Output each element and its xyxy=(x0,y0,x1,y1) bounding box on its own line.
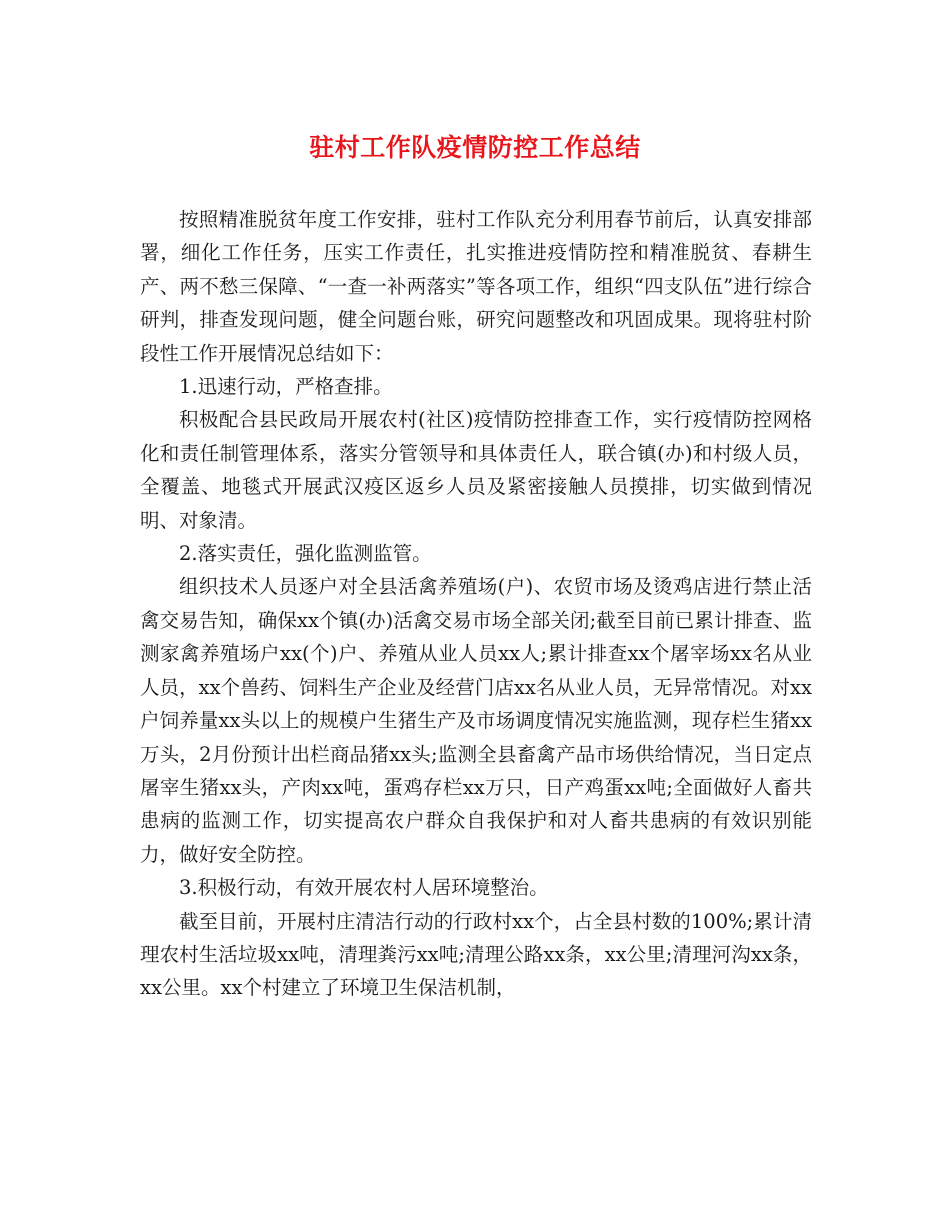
paragraph-section-1: 积极配合县民政局开展农村(社区)疫情防控排查工作，实行疫情防控网格化和责任制管理体系，落实分管领导和具体责任人，联合镇(办)和村级人员，全覆盖、地毯式开展武汉疫区返乡人员及紧密接触人员摸排，切实做到情况明、对象清。 xyxy=(140,408,812,532)
section-heading-2: 2.落实责任，强化监测监管。 xyxy=(179,542,432,566)
paragraph-section-2: 组织技术人员逐户对全县活禽养殖场(户)、农贸市场及烫鸡店进行禁止活禽交易告知，确保xx个镇(办)活禽交易市场全部关闭;截至目前已累计排查、监测家禽养殖场户xx(个)户、养殖从业人员xx人;累计排查xx个屠宰场xx名从业人员，xx个兽药、饲料生产企业及经营门店xx名从业人员，无异常情况。对xx户饲养量xx头以上的规模户生猪生产及市场调度情况实施监测，现存栏生猪xx万头，2月份预计出栏商品猪xx头;监测全县畜禽产品市场供给情况，当日定点屠宰生猪xx头，产肉xx吨，蛋鸡存栏xx万只，日产鸡蛋xx吨;全面做好人畜共患病的监测工作，切实提高农户群众自我保护和对人畜共患病的有效识别能力，做好安全防控。 xyxy=(140,575,812,866)
paragraph-intro: 按照精准脱贫年度工作安排，驻村工作队充分利用春节前后，认真安排部署，细化工作任务，压实工作责任，扎实推进疫情防控和精准脱贫、春耕生产、两不愁三保障、“一查一补两落实”等各项工作，组织“四支队伍”进行综合研判，排查发现问题，健全问题台账，研究问题整改和巩固成果。现将驻村阶段性工作开展情况总结如下： xyxy=(140,208,812,365)
document-title: 驻村工作队疫情防控工作总结 xyxy=(309,133,641,162)
document-body xyxy=(140,203,812,1005)
section-heading-3: 3.积极行动，有效开展农村人居环境整治。 xyxy=(179,876,549,900)
paragraph-section-3: 截至目前，开展村庄清洁行动的行政村xx个，占全县村数的100%;累计清理农村生活垃圾xx吨，清理粪污xx吨;清理公路xx条，xx公里;清理河沟xx条，xx公里。xx个村建立了环境卫生保洁机制， xyxy=(140,909,812,1000)
section-heading-1: 1.迅速行动，严格查排。 xyxy=(179,375,393,399)
